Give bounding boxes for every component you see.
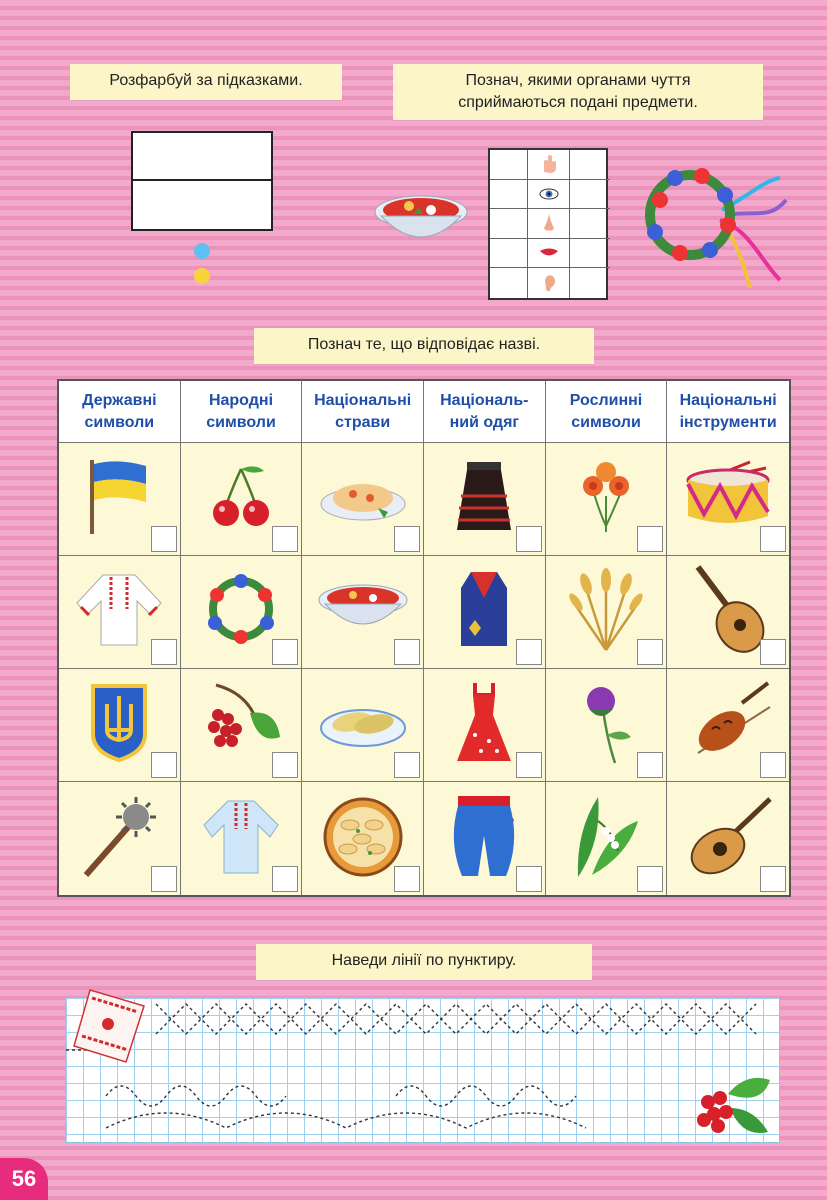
checkbox[interactable] [272, 526, 298, 552]
checkbox[interactable] [394, 526, 420, 552]
embroidered-towel-icon [70, 986, 150, 1064]
checkbox[interactable] [272, 639, 298, 665]
header-folk-symbols: Народні символи [181, 381, 303, 442]
header-plant-symbols: Рослинні символи [546, 381, 668, 442]
tracing-grid[interactable] [65, 997, 780, 1143]
bandura-icon [667, 782, 789, 895]
senses-task-banner [393, 64, 763, 120]
embroidered-shirt-icon [59, 556, 181, 669]
dotted-pattern [66, 998, 781, 1144]
red-dress-icon [424, 669, 546, 782]
viburnum-icon [181, 669, 303, 782]
marigolds-icon [546, 443, 668, 556]
senses-check-cell[interactable] [490, 209, 528, 239]
checkbox[interactable] [394, 639, 420, 665]
violin-icon [667, 669, 789, 782]
nose-icon [528, 209, 570, 239]
checkbox[interactable] [516, 752, 542, 778]
checkbox[interactable] [151, 752, 177, 778]
checkbox[interactable] [637, 866, 663, 892]
checkbox[interactable] [151, 866, 177, 892]
trident-emblem-icon [59, 669, 181, 782]
checkbox[interactable] [760, 866, 786, 892]
checkbox[interactable] [394, 866, 420, 892]
table-body [59, 443, 789, 895]
trace-task-banner: Наведи лінії по пунктиру. [256, 944, 592, 980]
senses-check-cell[interactable] [570, 150, 610, 180]
senses-check-cell[interactable] [490, 150, 528, 180]
checkbox[interactable] [272, 752, 298, 778]
senses-check-cell[interactable] [490, 239, 528, 269]
senses-check-cell[interactable] [570, 268, 610, 298]
mouth-icon [528, 239, 570, 269]
vest-icon [424, 556, 546, 669]
senses-task-line1: Познач, якими органами чуття [465, 72, 691, 89]
checkbox[interactable] [760, 752, 786, 778]
blue-hint-dot [194, 243, 210, 259]
wheat-icon [546, 556, 668, 669]
header-national-dishes: Національні страви [302, 381, 424, 442]
header-state-symbols: Державні символи [59, 381, 181, 442]
yellow-hint-dot [194, 268, 210, 284]
checkbox[interactable] [760, 526, 786, 552]
senses-check-cell[interactable] [570, 209, 610, 239]
header-national-instruments: Національні інструменти [679, 391, 777, 431]
flag-icon [59, 443, 181, 556]
page-number: 56 [0, 1158, 48, 1200]
checkbox[interactable] [637, 526, 663, 552]
checkbox[interactable] [151, 639, 177, 665]
drum-icon [667, 443, 789, 556]
senses-check-cell[interactable] [490, 180, 528, 210]
symbols-table [57, 379, 791, 897]
borscht-bowl-icon [373, 188, 469, 252]
cherries-icon [181, 443, 303, 556]
aspic-dish-icon [302, 443, 424, 556]
wreath-with-ribbons-icon [640, 160, 790, 290]
senses-check-cell[interactable] [570, 239, 610, 269]
mace-icon [59, 782, 181, 895]
checkbox[interactable] [516, 639, 542, 665]
skirt-icon [424, 443, 546, 556]
kobza-icon [667, 556, 789, 669]
header-national-clothing: Національ- ний одяг [424, 381, 546, 442]
checkbox[interactable] [637, 639, 663, 665]
flag-top-stripe[interactable] [133, 133, 271, 181]
lily-of-the-valley-icon [546, 782, 668, 895]
senses-check-cell[interactable] [570, 180, 610, 210]
ear-icon [528, 268, 570, 298]
match-task-banner: Познач те, що відповідає назві. [254, 328, 594, 364]
senses-grid [488, 148, 608, 300]
checkbox[interactable] [760, 639, 786, 665]
table-header [59, 381, 789, 443]
checkbox[interactable] [151, 526, 177, 552]
senses-task-line2: сприймаються подані предмети. [458, 94, 698, 111]
eye-icon [528, 180, 570, 210]
senses-check-cell[interactable] [490, 268, 528, 298]
checkbox[interactable] [637, 752, 663, 778]
flower-wreath-icon [181, 556, 303, 669]
checkbox[interactable] [272, 866, 298, 892]
flag-bottom-stripe[interactable] [133, 181, 271, 229]
hand-icon [528, 150, 570, 180]
checkbox[interactable] [516, 866, 542, 892]
checkbox[interactable] [394, 752, 420, 778]
varenyky-icon [302, 782, 424, 895]
shirt-icon [181, 782, 303, 895]
thistle-icon [546, 669, 668, 782]
color-task-banner: Розфарбуй за підказками. [70, 64, 342, 100]
stuffed-cabbage-icon [302, 669, 424, 782]
viburnum-decoration-icon [694, 1068, 774, 1148]
borscht-icon [302, 556, 424, 669]
checkbox[interactable] [516, 526, 542, 552]
sharovary-icon [424, 782, 546, 895]
flag-coloring-outline[interactable] [131, 131, 273, 231]
